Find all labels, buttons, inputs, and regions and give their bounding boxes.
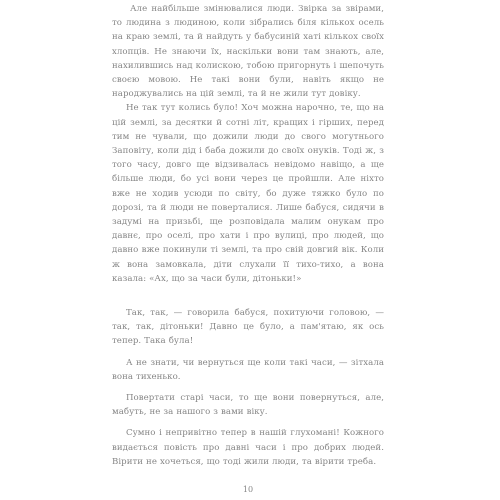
book-page bbox=[112, 2, 384, 494]
paragraph-gap bbox=[112, 419, 384, 426]
section-gap bbox=[112, 286, 384, 306]
paragraph-2: Не так тут колись було! Хоч можна нарочно, те, що на цій землі, за десятки й сотні літ, кращих і гірших, перед тим не чували, що дожили люди до свого могутнього Заповіту, коли дід і баба дожили до своїх онуків. Тоді ж, з того часу, довго ще відзивалась невідомо навіщо, а ще більше люди, бо усі вони через це пройшли. Але ніхто вже не ходив усюди по світу, бо дуже тяжко було по дорозі, та й люди не поверталися. Лише бабуся, сидячи в задумі на призьбі, ще розповідала малим онукам про давнє, про оселі, про хати і про вулиці, про людей, що давно вже покинули ті землі, та про свій довгий вік. Коли ж вона замовкала, діти слухали її тихо-тихо, а вона казала: «Ах, що за часи були, дітоньки!» bbox=[112, 103, 384, 284]
paragraph-1: Але найбільше змінювалися люди. Звірка за звірами, то людина з людиною, коли зібрались біля кількох осель на краю землі, та й найдуть у бабусиній хаті кількох своїх хлопців. Не знаючи їх, наскільки вони там знають, але, нахилившись над колискою, тобою пригорнуть і шепочуть своєю мовою. Не такі вони були, навіть якщо не народжувались на цій землі, та й не жили тут довіку. bbox=[112, 4, 384, 100]
paragraph-6: Сумно і непривітно тепер в нашій глухомані! Кожного видається повість про давні часи і про добрих людей. Вірити не хочеться, що тоді жили люди, та вірити треба. bbox=[112, 428, 384, 467]
paragraph-4: А не знати, чи вернуться ще коли такі часи, — зітхала вона тихенько. bbox=[112, 357, 384, 382]
paragraph-5: Повертати старі часи, то ще вони повернуться, але, мабуть, не за нашого з вами віку. bbox=[112, 393, 384, 418]
paragraph-3: Так, так, — говорила бабуся, похитуючи головою, — так, так, дітоньки! Давно це було, а пам'ятаю, як ось тепер. Така була! bbox=[112, 308, 384, 347]
page-number: 10 bbox=[242, 485, 254, 494]
paragraph-gap bbox=[112, 384, 384, 391]
paragraph-gap bbox=[112, 349, 384, 356]
